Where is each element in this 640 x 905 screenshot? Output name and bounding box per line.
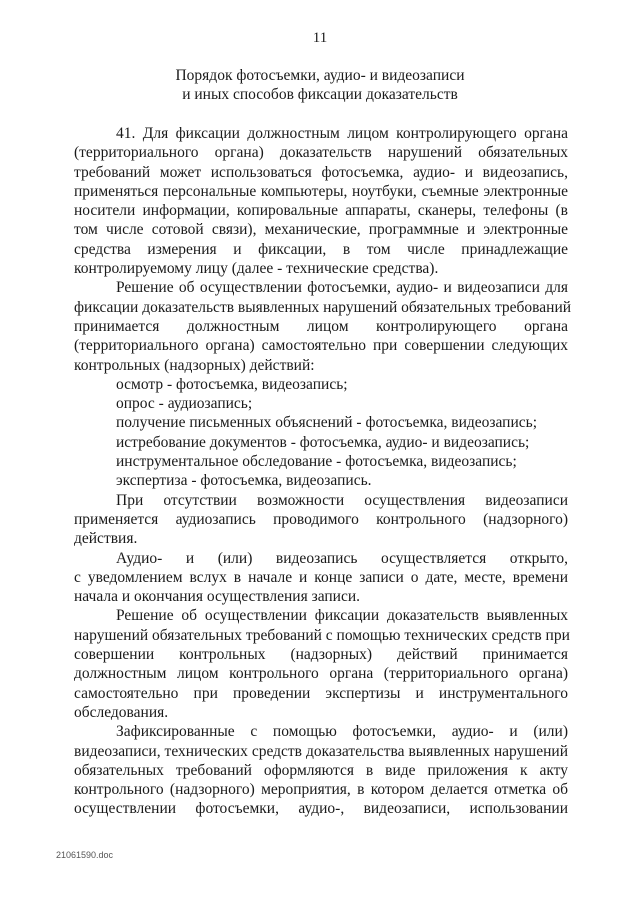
list-item: получение письменных объяснений - фотосъемка, видеозапись;	[116, 414, 538, 432]
text-line: нарушений обязательных требований с помощью технических средств при	[74, 626, 570, 644]
text-line: действия.	[74, 530, 138, 548]
text-line: обязательных требований оформляются в виде приложения к акту	[74, 761, 568, 779]
page-number: 11	[312, 30, 328, 46]
text-line: осуществлении фотосъемки, аудио-, видеозаписи, использовании	[74, 800, 568, 818]
text-line: Зафиксированные с помощью фотосъемки, аудио- и (или)	[116, 723, 568, 741]
document-filename: 21061590.doc	[56, 850, 114, 860]
list-item: экспертиза - фотосъемка, видеозапись.	[116, 472, 372, 490]
text-line: совершении контрольных (надзорных) действий принимается	[74, 646, 568, 664]
section-heading	[60, 66, 580, 104]
text-line: применяться персональные компьютеры, ноутбуки, съемные электронные	[74, 182, 568, 200]
text-line: применяется аудиозапись проводимого контрольного (надзорного)	[74, 510, 568, 528]
text-line: начала и окончания осуществления записи.	[74, 588, 361, 606]
text-line: должностным лицом контрольного органа (территориального органа)	[74, 665, 568, 683]
text-line: с уведомлением вслух в начале и конце записи о дате, месте, времени	[74, 568, 568, 586]
text-line: Решение об осуществлении фотосъемки, аудио- и видеозаписи для	[116, 279, 568, 297]
document-body	[74, 124, 572, 819]
heading-line: Порядок фотосъемки, аудио- и видеозаписи	[175, 67, 465, 84]
text-line: Решение об осуществлении фиксации доказательств выявленных	[116, 607, 568, 625]
text-line: 41. Для фиксации должностным лицом контролирующего органа	[116, 125, 568, 142]
text-line: При отсутствии возможности осуществления видеозаписи	[116, 491, 568, 509]
heading-line: и иных способов фиксации доказательств	[182, 86, 458, 103]
text-line: (территориального органа) самостоятельно при совершении следующих	[74, 337, 568, 355]
text-line: Аудио- и (или) видеозапись осуществляется открыто,	[116, 549, 568, 567]
text-line: фиксации доказательств выявленных нарушений обязательных требований	[74, 298, 572, 316]
text-line: контрольного (надзорного) мероприятия, в котором делается отметка об	[74, 781, 568, 799]
text-line: (территориального органа) доказательств нарушений обязательных	[74, 144, 568, 162]
list-item: инструментальное обследование - фотосъемка, видеозапись;	[116, 453, 517, 471]
list-item: осмотр - фотосъемка, видеозапись;	[116, 375, 348, 393]
list-item: истребование документов - фотосъемка, аудио- и видеозапись;	[116, 433, 530, 451]
text-line: принимается должностным лицом контролирующего органа	[74, 317, 568, 335]
text-line: контролируемому лицу (далее - технические средства).	[74, 260, 439, 278]
text-line: носители информации, копировальные аппараты, сканеры, телефоны (в	[74, 202, 568, 220]
text-line: контрольных (надзорных) действий:	[74, 356, 315, 374]
text-line: обследования.	[74, 703, 169, 721]
text-line: требований может использоваться фотосъемка, аудио- и видеозапись,	[74, 163, 568, 181]
text-line: том числе сотовой связи), механические, программные и электронные	[74, 221, 568, 239]
text-line: самостоятельно при проведении экспертизы и инструментального	[74, 684, 568, 702]
text-line: средства измерения и фиксации, в том числе принадлежащие	[74, 240, 568, 258]
text-line: видеозаписи, технических средств доказательства выявленных нарушений	[74, 742, 568, 760]
list-item: опрос - аудиозапись;	[116, 395, 253, 413]
